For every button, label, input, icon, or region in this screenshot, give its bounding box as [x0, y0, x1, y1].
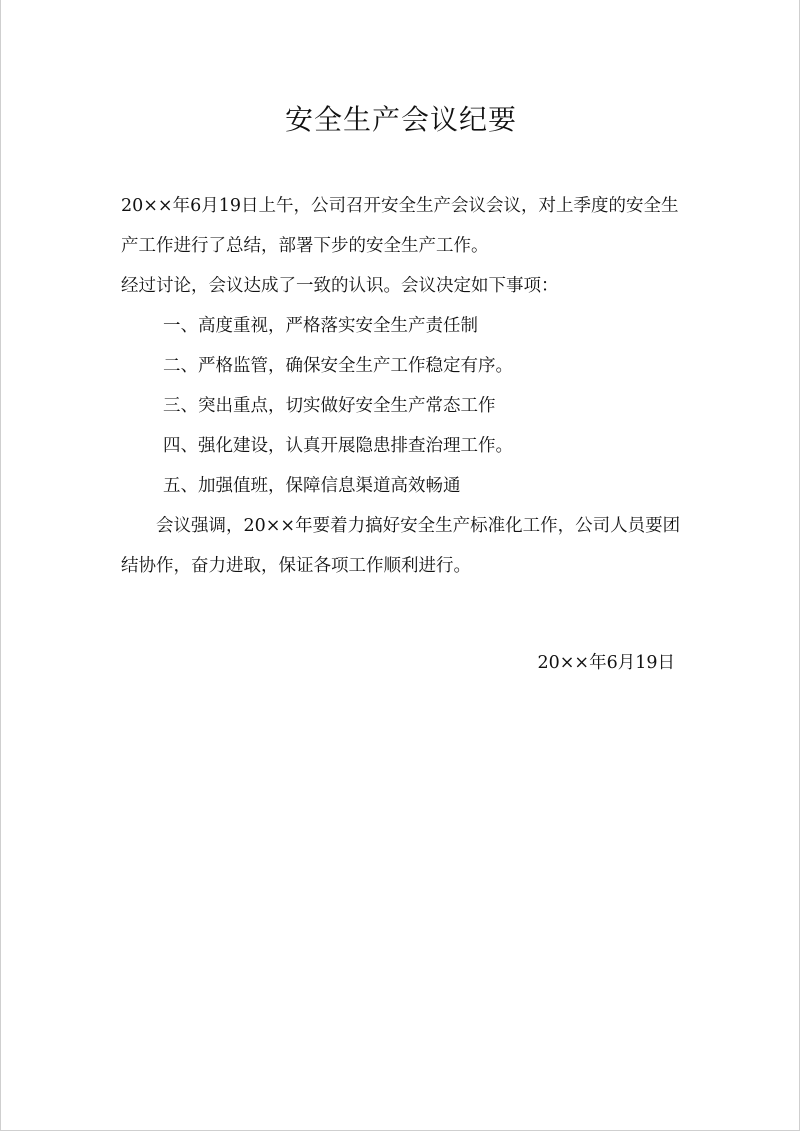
list-item: 三、突出重点，切实做好安全生产常态工作	[163, 396, 496, 416]
list-item: 一、高度重视，严格落实安全生产责任制	[163, 316, 478, 336]
intro-paragraph: 20××年6月19日上午，公司召开安全生产会议会议，对上季度的安全生产工作进行了总结，部署下步的安全生产工作。	[121, 196, 679, 256]
list-item: 五、加强值班，保障信息渠道高效畅通	[163, 476, 461, 496]
document-body	[121, 186, 691, 586]
list-item: 四、强化建设，认真开展隐患排查治理工作。	[163, 436, 513, 456]
emphasis-paragraph: 会议强调，20××年要着力搞好安全生产标准化工作，公司人员要团结协作，奋力进取，保证各项工作顺利进行。	[121, 516, 681, 576]
list-item: 二、严格监管，确保安全生产工作稳定有序。	[163, 356, 513, 376]
document-title: 安全生产会议纪要	[284, 103, 517, 136]
document-date: 20××年6月19日	[537, 653, 675, 673]
discussion-paragraph: 经过讨论，会议达成了一致的认识。会议决定如下事项：	[121, 276, 559, 296]
